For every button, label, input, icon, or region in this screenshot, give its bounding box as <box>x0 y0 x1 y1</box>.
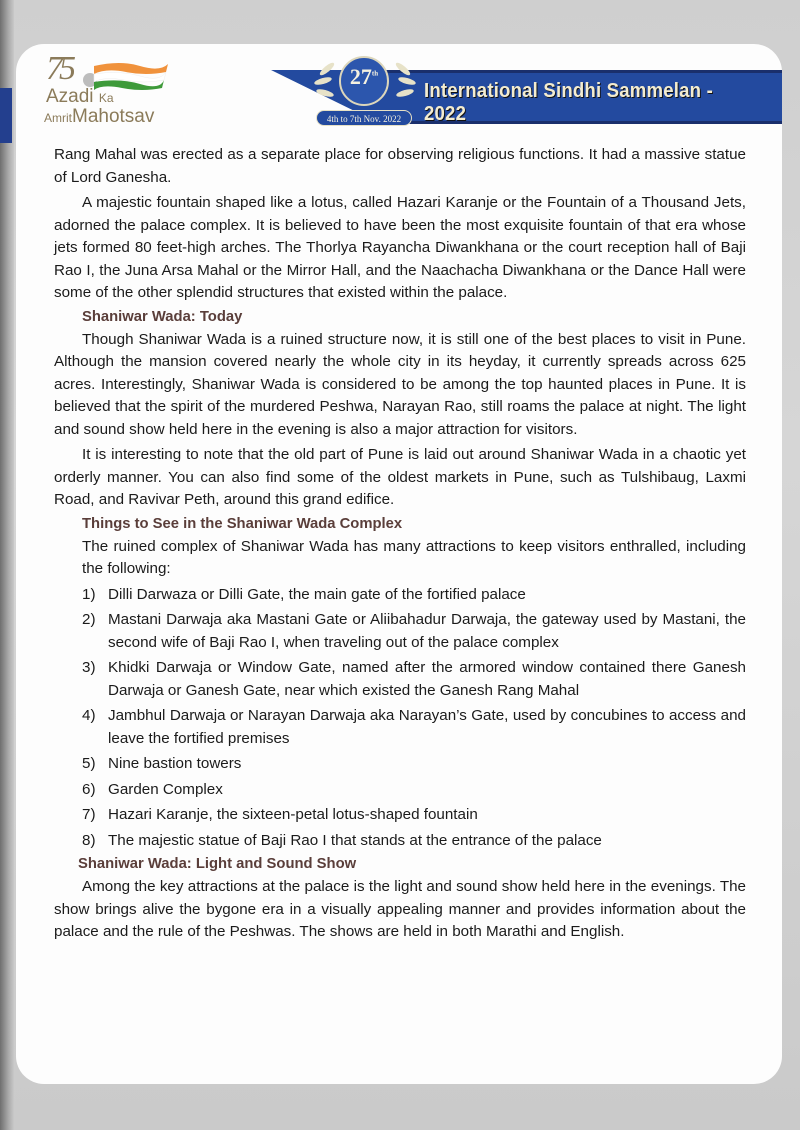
emblem-dates: 4th to 7th Nov. 2022 <box>316 110 412 126</box>
article-body <box>54 144 746 944</box>
list-number: 6) <box>82 780 96 798</box>
paragraph: A majestic fountain shaped like a lotus, called Hazari Karanje or the Fountain of a Thousand Jets, adorned the palace complex. It is believed to have been the most exquisite fountain of that era whose jets formed 80 feet-high arches. The Thorlya Rayancha Diwankhana or the court reception hall of Baji Rao I, the Juna Arsa Mahal or the Mirror Hall, and the Naachacha Diwankhana or the Dance Hall were some of the other splendid structures that existed within the palace. <box>54 194 746 301</box>
laurel-leaf-icon <box>318 61 336 77</box>
logo-azadi-text: Azadi <box>46 86 94 107</box>
list-number: 7) <box>82 806 96 823</box>
paragraph: Rang Mahal was erected as a separate place for observing religious functions. It had a massive statue of Lord Ganesha. <box>54 146 746 186</box>
list-item <box>78 753 746 776</box>
list-number: 8) <box>82 831 96 849</box>
attractions-list <box>54 584 746 853</box>
laurel-leaf-icon <box>396 88 415 98</box>
header-title: International Sindhi Sammelan - 2022 <box>424 80 713 125</box>
list-text: Jambhul Darwaja or Narayan Darwaja aka Narayan’s Gate, used by concubines to access and leave the fortified premises <box>108 707 746 747</box>
emblem-edition <box>339 64 389 90</box>
adjacent-page-edge <box>0 88 12 143</box>
paragraph: Though Shaniwar Wada is a ruined structure now, it is still one of the best places to visit in Pune. Although the mansion covered nearly the whole city in its heyday, it currently spreads across 625 acres. Interestingly, Shaniwar Wada is considered to be among the top haunted places in Pune. It is believed that the spirit of the murdered Peshwa, Narayan Rao, still roams the palace at night. The light and sound show held here in the evening is also a major attraction for visitors. <box>54 330 746 438</box>
list-text: Mastani Darwaja aka Mastani Gate or Aliibahadur Darwaja, the gateway used by Mastani, the second wife of Baji Rao I, when traveling out of the palace complex <box>108 611 746 651</box>
logo-ka-text: Ka <box>98 91 114 105</box>
logo-number: 75 <box>46 50 72 87</box>
section-heading: Shaniwar Wada: Today <box>82 308 243 325</box>
list-text: Khidki Darwaja or Window Gate, named after the armored window contained there Ganesh Darwaja or Ganesh Gate, near which existed the Ganesh Rang Mahal <box>108 659 746 699</box>
list-item <box>78 609 746 654</box>
list-text: Garden Complex <box>108 780 223 798</box>
laurel-leaf-icon <box>398 76 417 86</box>
list-item <box>78 705 746 750</box>
section-heading: Things to See in the Shaniwar Wada Complex <box>82 515 403 532</box>
list-number: 2) <box>82 611 96 628</box>
azadi-ka-amrit-mahotsav-logo <box>44 52 174 132</box>
list-number: 3) <box>82 659 96 676</box>
list-text: Dilli Darwaza or Dilli Gate, the main gate of the fortified palace <box>108 585 526 603</box>
paragraph: Among the key attractions at the palace is the light and sound show held here in the evenings. The show brings alive the bygone era in a visually appealing manner and provides information about the palace and the rule of the Peshwas. The shows are held in both Marathi and English. <box>54 878 746 940</box>
laurel-leaf-icon <box>316 88 335 98</box>
list-number: 4) <box>82 707 96 724</box>
logo-amrit-text: Amrit <box>44 111 72 125</box>
list-text: The majestic statue of Baji Rao I that stands at the entrance of the palace <box>108 831 602 849</box>
laurel-leaf-icon <box>394 61 412 77</box>
edition-number: 27 <box>349 64 372 89</box>
logo-mahotsav-text: Mahotsav <box>72 106 155 127</box>
book-spine-shadow <box>0 0 14 1130</box>
logo-line-1 <box>46 86 114 108</box>
logo-line-2 <box>44 106 154 128</box>
list-text: Hazari Karanje, the sixteen-petal lotus-shaped fountain <box>108 806 478 823</box>
list-item <box>78 830 746 853</box>
list-item <box>78 584 746 607</box>
list-item <box>78 779 746 802</box>
list-text: Nine bastion towers <box>108 755 242 772</box>
list-number: 1) <box>82 585 96 603</box>
laurel-leaf-icon <box>314 76 333 86</box>
sammelan-emblem <box>312 48 418 134</box>
section-heading: Shaniwar Wada: Light and Sound Show <box>78 856 357 872</box>
paragraph: The ruined complex of Shaniwar Wada has many attractions to keep visitors enthralled, including the following: <box>82 537 746 577</box>
list-item <box>78 804 746 827</box>
paragraph: It is interesting to note that the old part of Pune is laid out around Shaniwar Wada in a chaotic yet orderly manner. You can also find some of the oldest markets in Pune, such as Tulshibaug, Laxmi Road, and Ravivar Peth, around this grand edifice. <box>54 446 746 508</box>
edition-suffix: th <box>371 69 379 78</box>
list-number: 5) <box>82 755 96 772</box>
list-item <box>78 657 746 702</box>
